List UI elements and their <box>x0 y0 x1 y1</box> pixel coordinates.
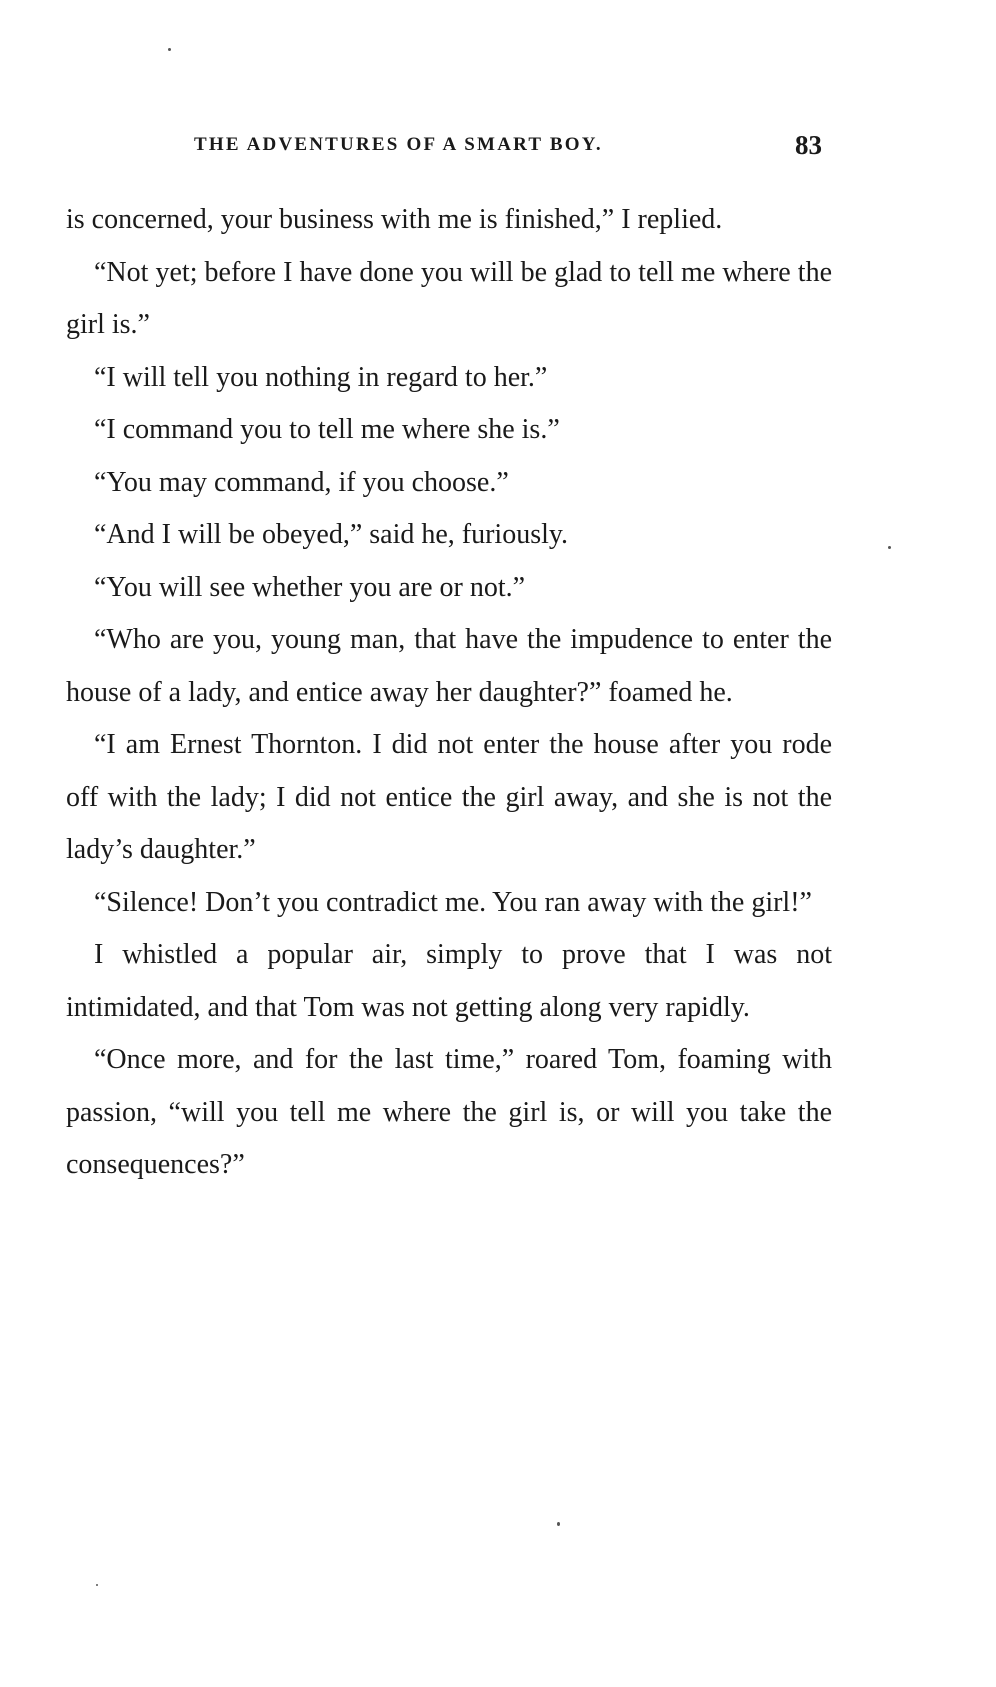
paragraph: I whistled a popular air, simply to prove that I was not intimidated, and that Tom was not getting along very rapidly. <box>66 939 832 1023</box>
paragraph: “You may command, if you choose.” <box>94 466 509 498</box>
body-text <box>66 194 832 1192</box>
scan-speck <box>557 1522 560 1526</box>
paragraph: “I will tell you nothing in regard to her.” <box>94 361 548 393</box>
paragraph: “I am Ernest Thornton. I did not enter the house after you rode off with the lady; I did not entice the girl away, and she is not the lady’s daughter.” <box>66 729 832 865</box>
paragraph: “I command you to tell me where she is.” <box>94 414 560 445</box>
scan-speck <box>96 1584 98 1586</box>
page-number: 83 <box>795 130 822 160</box>
running-head <box>66 130 828 170</box>
paragraph: “Silence! Don’t you contradict me. You ran away with the girl!” <box>94 886 812 918</box>
paragraph: “You will see whether you are or not.” <box>94 571 526 603</box>
paragraph: “And I will be obeyed,” said he, furiously. <box>94 519 569 550</box>
paragraph-continuation: is concerned, your business with me is finished,” I replied. <box>66 204 723 235</box>
scan-speck <box>168 48 171 51</box>
paragraph: “Who are you, young man, that have the impudence to enter the house of a lady, and entice away her daughter?” foamed he. <box>66 624 832 708</box>
paragraph: “Once more, and for the last time,” roared Tom, foaming with passion, “will you tell me where the girl is, or will you take the consequences?” <box>66 1044 832 1180</box>
scan-speck <box>888 546 891 549</box>
paragraph: “Not yet; before I have done you will be glad to tell me where the girl is.” <box>66 256 832 340</box>
running-title: THE ADVENTURES OF A SMART BOY. <box>194 134 603 155</box>
